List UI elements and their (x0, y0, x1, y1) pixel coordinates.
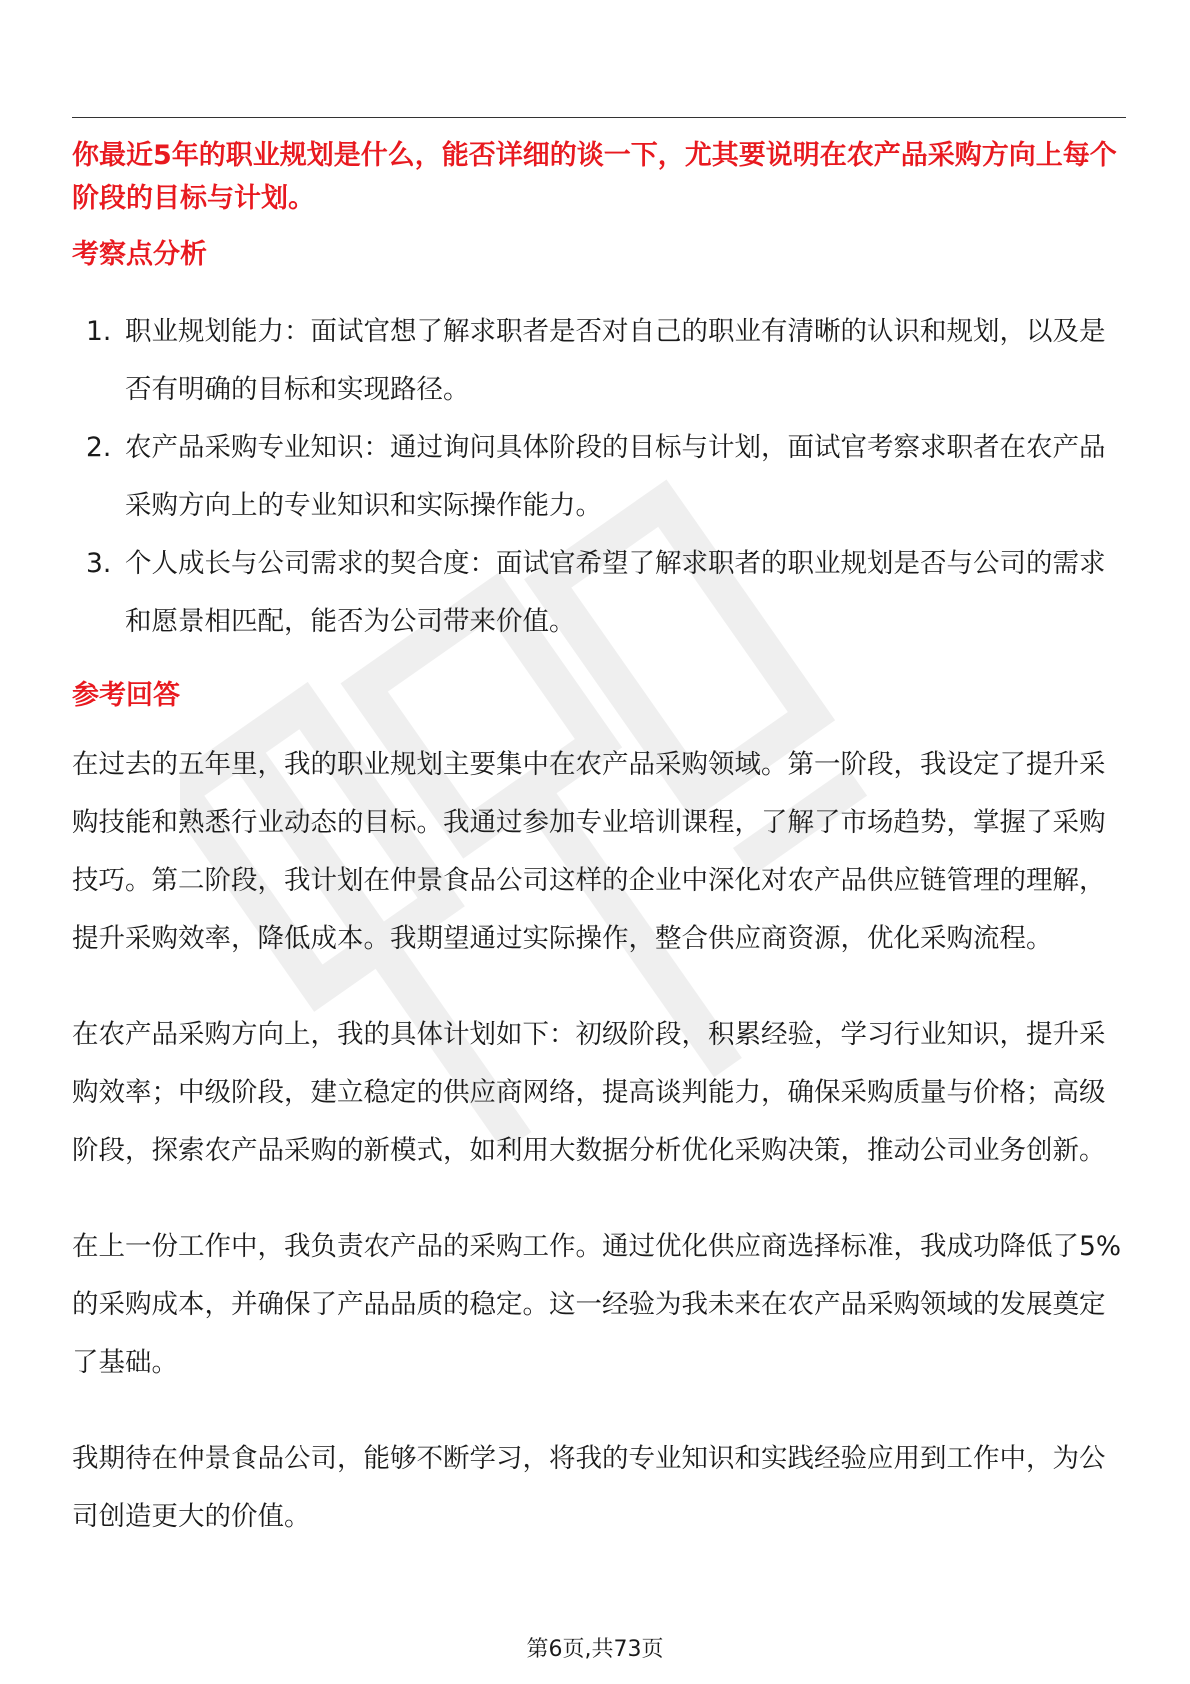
point-text: 农产品采购专业知识：通过询问具体阶段的目标与计划，面试官考察求职者在农产品采购方向上的专业知识和实际操作能力。 (125, 432, 1106, 521)
point-number: 1. (86, 316, 112, 347)
answer-paragraph: 在上一份工作中，我负责农产品的采购工作。通过优化供应商选择标准，我成功降低了5%的采购成本，并确保了产品品质的稳定。这一经验为我未来在农产品采购领域的发展奠定了基础。 (72, 1231, 1122, 1378)
point-text: 个人成长与公司需求的契合度：面试官希望了解求职者的职业规划是否与公司的需求和愿景相匹配，能否为公司带来价值。 (125, 548, 1106, 637)
document-body (72, 134, 1128, 1546)
page-number: 第6页,共73页 (526, 1637, 664, 1662)
answer-paragraph: 在农产品采购方向上，我的具体计划如下：初级阶段，积累经验，学习行业知识，提升采购效率；中级阶段，建立稳定的供应商网络，提高谈判能力，确保采购质量与价格；高级阶段，探索农产品采购的新模式，如利用大数据分析优化采购决策，推动公司业务创新。 (72, 1019, 1106, 1166)
analysis-point (72, 535, 1128, 651)
point-text: 职业规划能力：面试官想了解求职者是否对自己的职业有清晰的认识和规划，以及是否有明确的目标和实现路径。 (125, 316, 1106, 405)
point-number: 3. (86, 548, 112, 579)
point-number: 2. (86, 432, 112, 463)
interview-question: 你最近5年的职业规划是什么，能否详细的谈一下，尤其要说明在农产品采购方向上每个阶段的目标与计划。 (72, 140, 1117, 214)
top-divider (72, 117, 1126, 118)
answer-heading: 参考回答 (72, 680, 180, 711)
analysis-point (72, 419, 1128, 535)
analysis-list (72, 303, 1128, 651)
answer-paragraph: 我期待在仲景食品公司，能够不断学习，将我的专业知识和实践经验应用到工作中，为公司创造更大的价值。 (72, 1443, 1106, 1532)
analysis-point (72, 303, 1128, 419)
answer-paragraph: 在过去的五年里，我的职业规划主要集中在农产品采购领域。第一阶段，我设定了提升采购技能和熟悉行业动态的目标。我通过参加专业培训课程，了解了市场趋势，掌握了采购技巧。第二阶段，我计划在仲景食品公司这样的企业中深化对农产品供应链管理的理解，提升采购效率，降低成本。我期望通过实际操作，整合供应商资源，优化采购流程。 (72, 749, 1106, 954)
analysis-heading: 考察点分析 (72, 239, 207, 270)
